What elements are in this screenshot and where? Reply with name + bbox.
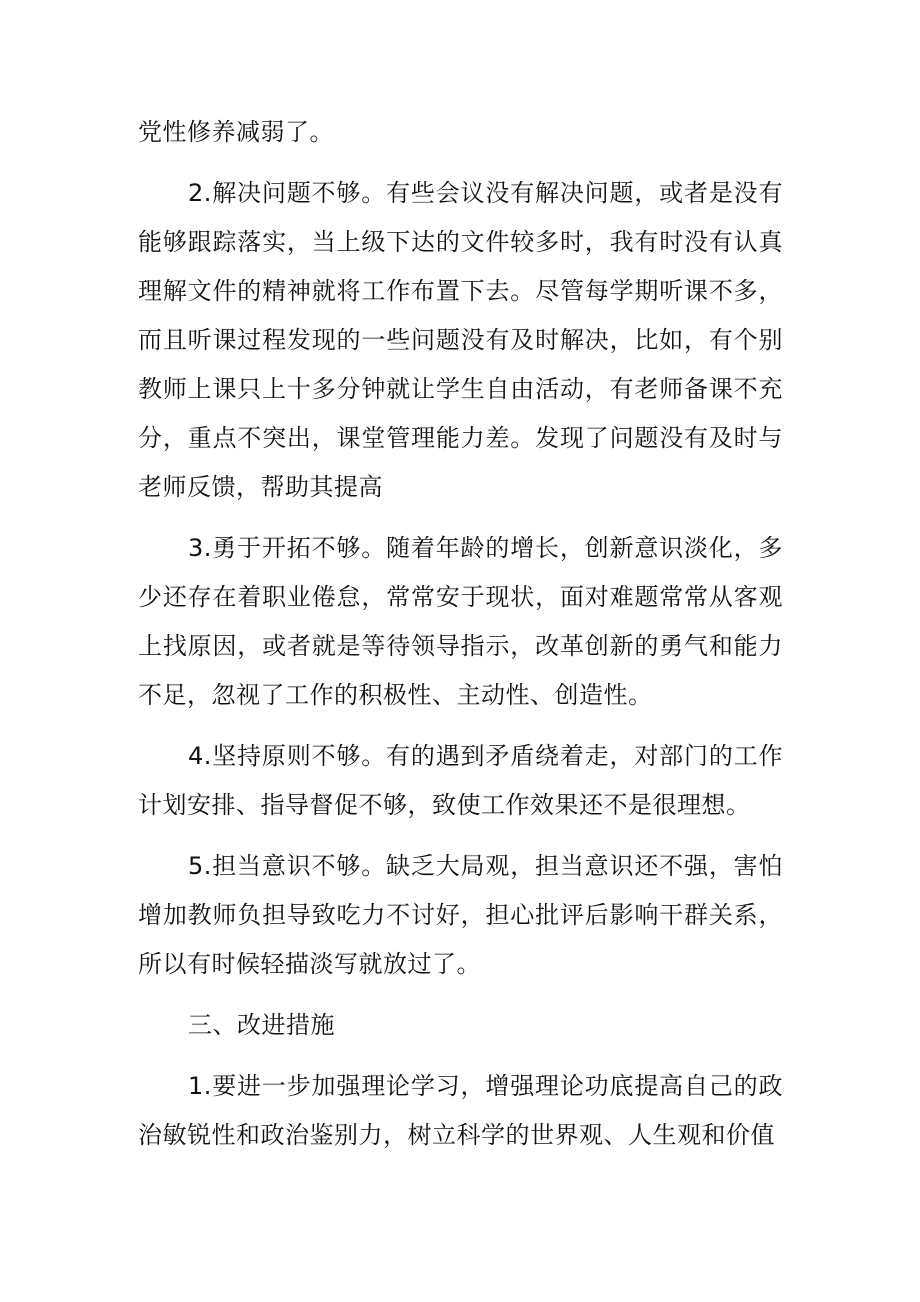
document-body [138,108,783,1172]
paragraph-item-3: 3.勇于开拓不够。随着年龄的增长，创新意识淡化，多少还存在着职业倦怠，常常安于现状，面对难题常常从客观上找原因，或者就是等待领导指示，改革创新的勇气和能力不足，忽视了工作的积极性、主动性、创造性。 [138,534,783,709]
paragraph-measure-1: 1.要进一步加强理论学习，增强理论功底提高自己的政治敏锐性和政治鉴别力，树立科学的世界观、人生观和价值 [138,1072,783,1149]
paragraph-item-5: 5.担当意识不够。缺乏大局观，担当意识还不强，害怕增加教师负担导致吃力不讨好，担心批评后影响干群关系，所以有时候轻描淡写就放过了。 [138,852,783,978]
paragraph-continuation: 党性修养减弱了。 [138,118,334,146]
section-heading-improvement: 三、改进措施 [188,1011,335,1039]
paragraph-item-2: 2.解决问题不够。有些会议没有解决问题，或者是没有能够跟踪落实，当上级下达的文件较多时，我有时没有认真理解文件的精神就将工作布置下去。尽管每学期听课不多，而且听课过程发现的一些问题没有及时解决，比如，有个别教师上课只上十多分钟就让学生自由活动，有老师备课不充分，重点不突出，课堂管理能力差。发现了问题没有及时与老师反馈，帮助其提高 [138,179,783,501]
paragraph-item-4: 4.坚持原则不够。有的遇到矛盾绕着走，对部门的工作计划安排、指导督促不够，致使工作效果还不是很理想。 [138,742,783,819]
